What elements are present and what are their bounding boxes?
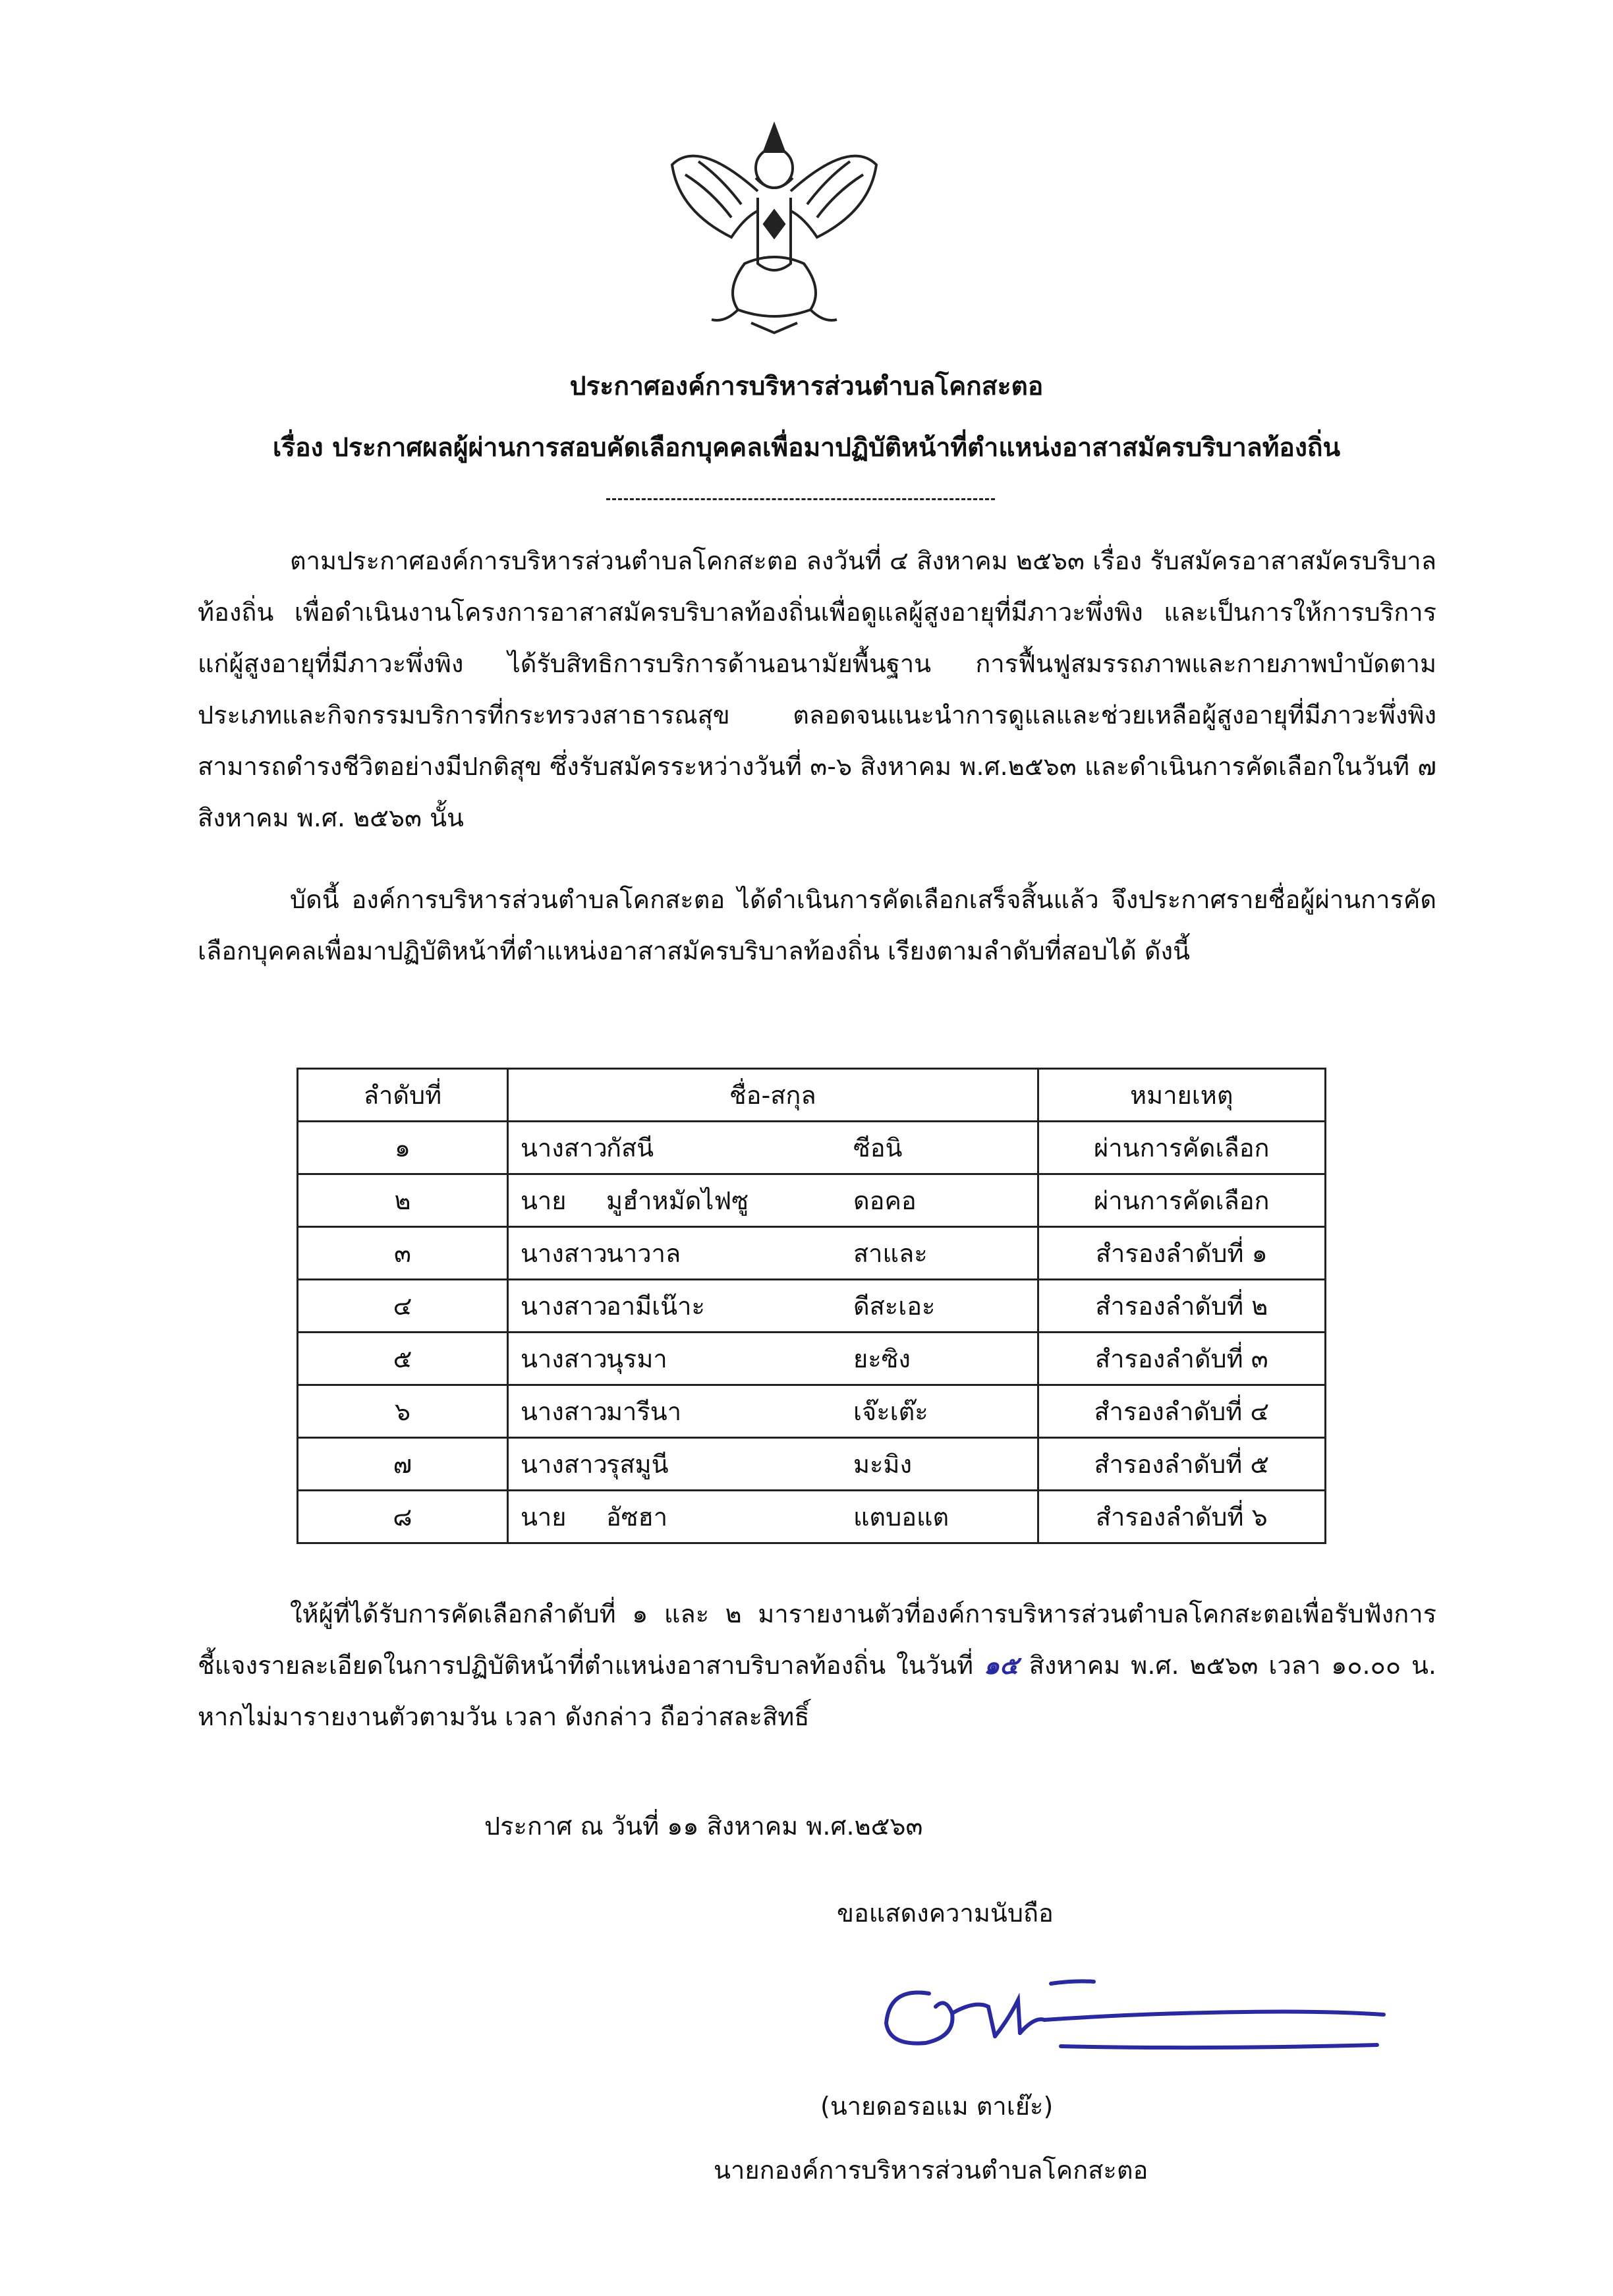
last-name: ยะซิง: [853, 1344, 911, 1373]
name-title: นาย: [520, 1503, 567, 1532]
last-name: แตบอแต: [853, 1503, 949, 1532]
signer-name: (นายดอรอแม ตาเย๊ะ): [820, 2092, 1054, 2121]
row-remark: สำรองลำดับที่ ๕: [1038, 1438, 1325, 1491]
row-order: ๓: [298, 1227, 508, 1280]
paragraph-background: ตามประกาศองค์การบริหารส่วนตำบลโคกสะตอ ลงวันที่ ๔ สิงหาคม ๒๕๖๓ เรื่อง รับสมัครอาสาสมัครบริบาลท้องถิ่น เพื่อดำเนินงานโครงการอาสาสมัครบริบาลท้องถิ่นเพื่อดูแลผู้สูงอายุที่มีภาวะพึ่งพิง และเป็นการให้การบริการแก่ผู้สูงอายุที่มีภาวะพึ่งพิง ได้รับสิทธิการบริการด้านอนามัยพื้นฐาน การฟื้นฟูสมรรถภาพและกายภาพบำบัดตามประเภทและกิจกรรมบริการที่กระทรวงสาธารณสุข ตลอดจนแนะนำการดูแลและช่วยเหลือผู้สูงอายุที่มีภาวะพึ่งพิงสามารถดำรงชีวิตอย่างมีปกติสุข ซึ่งรับสมัครระหว่างวันที่ ๓-๖ สิงหาคม พ.ศ.๒๕๖๓ และดำเนินการคัดเลือกในวันที ๗ สิงหาคม พ.ศ. ๒๕๖๓ นั้น: [198, 546, 1436, 832]
row-order: ๑: [298, 1122, 508, 1174]
row-remark: สำรองลำดับที่ ๓: [1038, 1333, 1325, 1385]
row-order: ๘: [298, 1491, 508, 1543]
document-title: ประกาศองค์การบริหารส่วนตำบลโคกสะตอ: [569, 372, 1044, 401]
row-order: ๖: [298, 1385, 508, 1438]
name-title: นางสาว: [520, 1344, 608, 1373]
row-name: [507, 1438, 1038, 1491]
table-row: [298, 1333, 1326, 1385]
row-remark: สำรองลำดับที่ ๑: [1038, 1227, 1325, 1280]
row-name: [507, 1122, 1038, 1174]
name-title: นางสาว: [520, 1397, 608, 1426]
last-name: มะมิง: [853, 1450, 912, 1479]
handwritten-day: ๑๕: [983, 1651, 1019, 1680]
first-name: กัสนี: [606, 1134, 654, 1162]
header-name: ชื่อ-สกุล: [507, 1069, 1038, 1122]
last-name: ซีอนิ: [853, 1134, 903, 1162]
row-name: [507, 1174, 1038, 1227]
table-row: [298, 1122, 1326, 1174]
name-title: นางสาว: [520, 1239, 608, 1268]
header-order: ลำดับที่: [298, 1069, 508, 1122]
row-remark: ผ่านการคัดเลือก: [1038, 1174, 1325, 1227]
first-name: รุสมูนี: [606, 1450, 669, 1479]
instruction-text-start: ให้ผู้ที่ได้รับการคัดเลือกลำดับที่ ๑ และ ๒ มารายงานตัวที่องค์การบริหารส่วนตำบลโคกสะตอเพื่อรับฟังการชี้แจงรายละเอียดในการปฏิบัติหน้าที่ตำแหน่งอาสาบริบาลท้องถิ่น ในวันที่: [198, 1599, 1436, 1680]
first-name: นุรมา: [606, 1344, 667, 1373]
name-title: นางสาว: [520, 1450, 608, 1479]
table-row: [298, 1438, 1326, 1491]
table-header-row: [298, 1069, 1326, 1122]
signer-position: นายกองค์การบริหารส่วนตำบลโคกสะตอ: [714, 2156, 1148, 2185]
row-name: [507, 1333, 1038, 1385]
table-row: [298, 1174, 1326, 1227]
paragraph-report-instruction: [198, 1588, 1436, 1742]
paragraph-result-intro: บัดนี้ องค์การบริหารส่วนตำบลโคกสะตอ ได้ดำเนินการคัดเลือกเสร็จสิ้นแล้ว จึงประกาศรายชื่อผู้ผ่านการคัดเลือกบุคคลเพื่อมาปฏิบัติหน้าที่ตำแหน่งอาสาสมัครบริบาลท้องถิ่น เรียงตามลำดับที่สอบได้ ดังนี้: [198, 885, 1436, 965]
row-remark: สำรองลำดับที่ ๔: [1038, 1385, 1325, 1438]
last-name: ดีสะเอะ: [853, 1292, 936, 1321]
last-name: ดอคอ: [853, 1186, 917, 1215]
signature-icon: [876, 1961, 1403, 2066]
name-title: นาย: [520, 1186, 567, 1215]
dashed-divider: [606, 498, 995, 500]
row-name: [507, 1385, 1038, 1438]
results-table: [297, 1068, 1326, 1544]
table-row: [298, 1491, 1326, 1543]
document-subject: เรื่อง ประกาศผลผู้ผ่านการสอบคัดเลือกบุคคลเพื่อมาปฏิบัติหน้าที่ตำแหน่งอาสาสมัครบริบาลท้องถิ่น: [272, 433, 1341, 463]
header-remark: หมายเหตุ: [1038, 1069, 1325, 1122]
table-row: [298, 1280, 1326, 1333]
first-name: อามีเน๊าะ: [606, 1292, 705, 1321]
row-name: [507, 1491, 1038, 1543]
last-name: สาและ: [853, 1239, 928, 1268]
first-name: นาวาล: [606, 1239, 681, 1268]
announcement-date: ประกาศ ณ วันที่ ๑๑ สิงหาคม พ.ศ.๒๕๖๓: [484, 1812, 923, 1841]
instruction-text-end: สิงหาคม พ.ศ. ๒๕๖๓ เวลา ๑๐.๐๐ น. หากไม่มารายงานตัวตามวัน เวลา ดังกล่าว ถือว่าสละสิทธิ์: [198, 1651, 1436, 1731]
last-name: เจ๊ะเต๊ะ: [853, 1397, 928, 1426]
row-order: ๔: [298, 1280, 508, 1333]
row-name: [507, 1280, 1038, 1333]
row-remark: สำรองลำดับที่ ๒: [1038, 1280, 1325, 1333]
name-title: นางสาว: [520, 1292, 608, 1321]
name-title: นางสาว: [520, 1134, 608, 1162]
first-name: มูฮำหมัดไฟซู: [606, 1186, 749, 1215]
row-order: ๕: [298, 1333, 508, 1385]
first-name: มารีนา: [606, 1397, 682, 1426]
first-name: อัซฮา: [606, 1503, 668, 1532]
closing-regards: ขอแสดงความนับถือ: [837, 1899, 1054, 1928]
table-row: [298, 1227, 1326, 1280]
garuda-emblem-icon: [659, 112, 890, 336]
table-row: [298, 1385, 1326, 1438]
row-remark: สำรองลำดับที่ ๖: [1038, 1491, 1325, 1543]
row-remark: ผ่านการคัดเลือก: [1038, 1122, 1325, 1174]
row-order: ๒: [298, 1174, 508, 1227]
row-name: [507, 1227, 1038, 1280]
row-order: ๗: [298, 1438, 508, 1491]
